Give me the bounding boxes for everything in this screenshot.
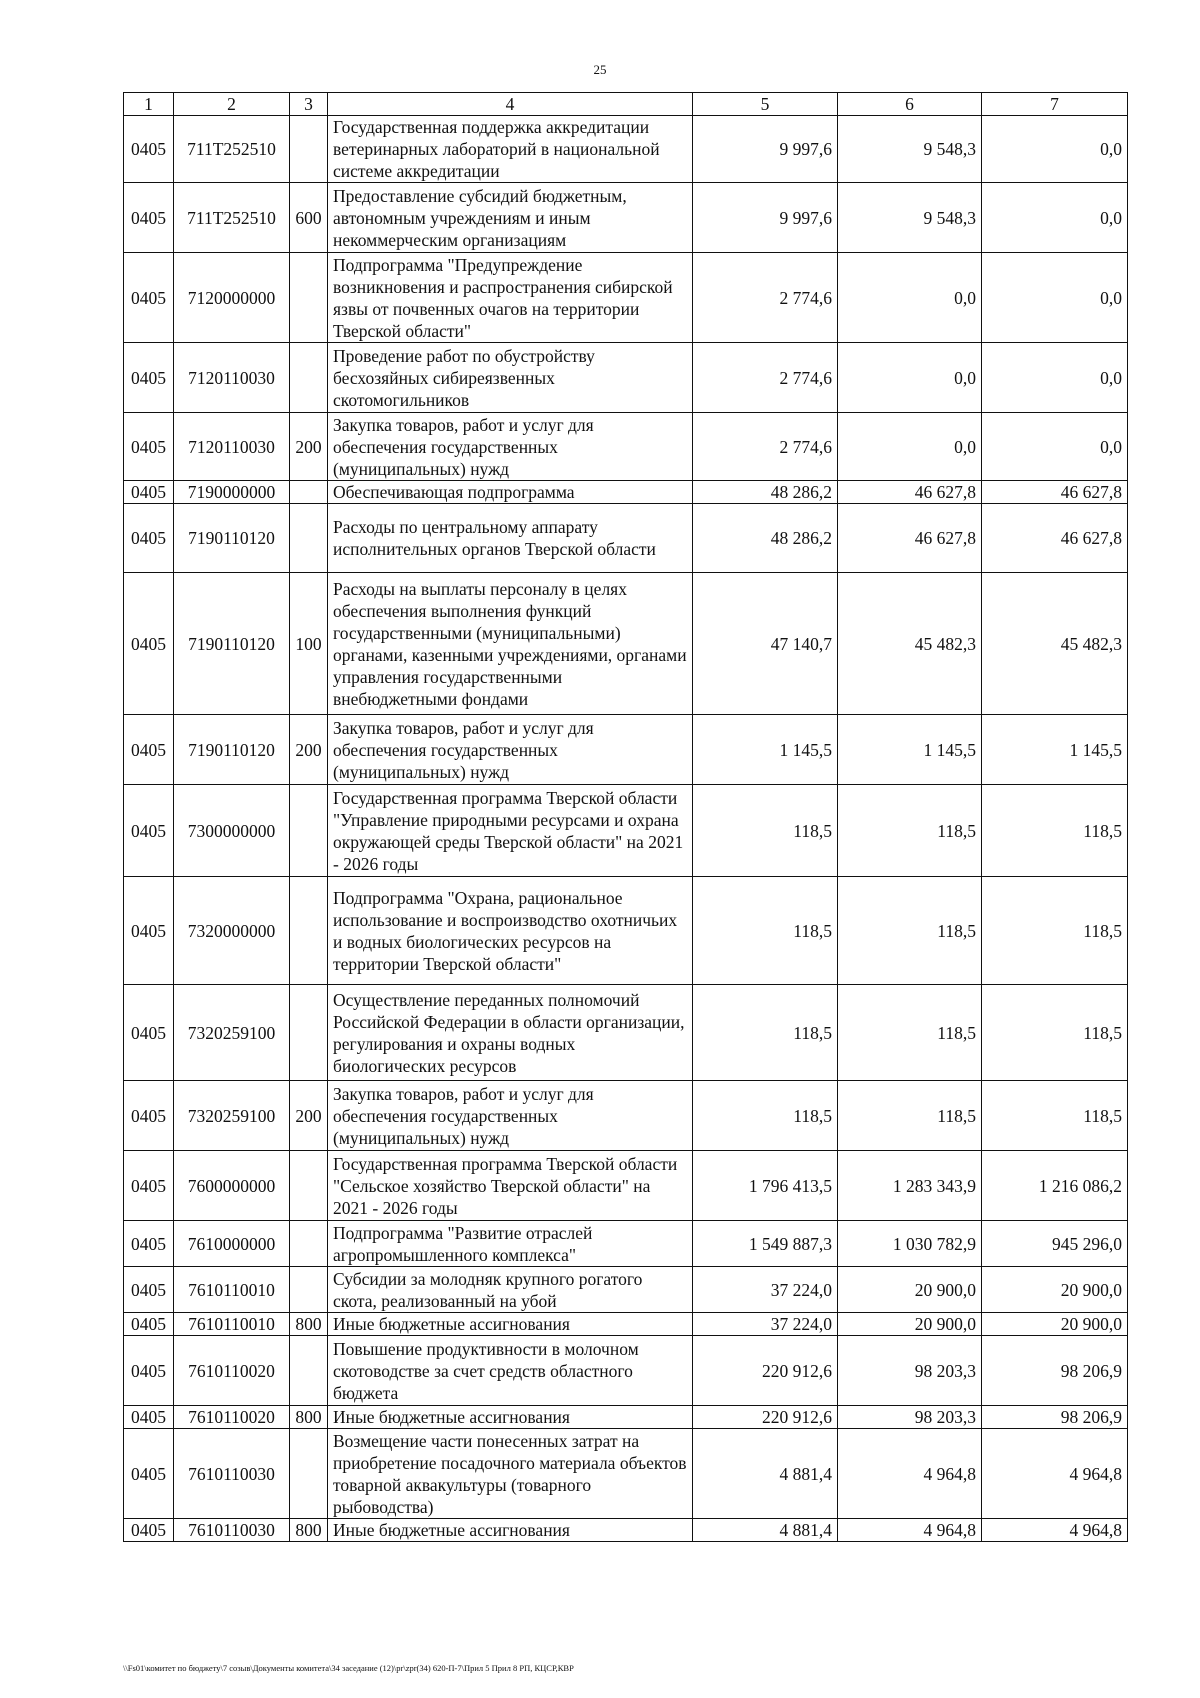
- table-row: [124, 1267, 1128, 1313]
- expense-type-cell: [290, 343, 328, 413]
- value-col6-cell: 1 030 782,9: [838, 1221, 982, 1267]
- section-cell: 0405: [124, 877, 174, 985]
- value-col7-cell: 98 206,9: [982, 1336, 1128, 1406]
- column-header: 7: [982, 93, 1128, 116]
- section-cell: 0405: [124, 1406, 174, 1429]
- value-col7-cell: 0,0: [982, 343, 1128, 413]
- target-code-cell: 711Т252510: [174, 116, 290, 183]
- section-cell: 0405: [124, 481, 174, 504]
- name-cell: Иные бюджетные ассигнования: [328, 1519, 693, 1542]
- expense-type-cell: [290, 1336, 328, 1406]
- value-col5-cell: 48 286,2: [693, 481, 838, 504]
- name-cell: Возмещение части понесенных затрат на приобретение посадочного материала объектов товарной аквакультуры (товарного рыбоводства): [328, 1429, 693, 1519]
- column-header: 4: [328, 93, 693, 116]
- target-code-cell: 7190110120: [174, 504, 290, 573]
- budget-table: [123, 92, 1128, 1542]
- section-cell: 0405: [124, 343, 174, 413]
- value-col6-cell: 118,5: [838, 877, 982, 985]
- value-col7-cell: 4 964,8: [982, 1429, 1128, 1519]
- table-row: [124, 413, 1128, 481]
- target-code-cell: 7320259100: [174, 1081, 290, 1151]
- value-col7-cell: 46 627,8: [982, 504, 1128, 573]
- value-col6-cell: 118,5: [838, 985, 982, 1081]
- target-code-cell: 7610110030: [174, 1429, 290, 1519]
- table-row: [124, 1151, 1128, 1221]
- section-cell: 0405: [124, 413, 174, 481]
- value-col7-cell: 1 145,5: [982, 715, 1128, 785]
- value-col7-cell: 118,5: [982, 985, 1128, 1081]
- table-row: [124, 1406, 1128, 1429]
- column-header: 2: [174, 93, 290, 116]
- target-code-cell: 7610110020: [174, 1336, 290, 1406]
- value-col5-cell: 1 145,5: [693, 715, 838, 785]
- table-row: [124, 1519, 1128, 1542]
- value-col6-cell: 98 203,3: [838, 1406, 982, 1429]
- value-col7-cell: 0,0: [982, 413, 1128, 481]
- expense-type-cell: 200: [290, 413, 328, 481]
- table-row: [124, 785, 1128, 877]
- expense-type-cell: [290, 985, 328, 1081]
- section-cell: 0405: [124, 1221, 174, 1267]
- value-col6-cell: 4 964,8: [838, 1429, 982, 1519]
- value-col5-cell: 9 997,6: [693, 183, 838, 253]
- column-header: 3: [290, 93, 328, 116]
- expense-type-cell: 600: [290, 183, 328, 253]
- target-code-cell: 7190110120: [174, 573, 290, 715]
- expense-type-cell: [290, 1429, 328, 1519]
- expense-type-cell: [290, 504, 328, 573]
- value-col6-cell: 4 964,8: [838, 1519, 982, 1542]
- name-cell: Подпрограмма "Охрана, рациональное использование и воспроизводство охотничьих и водных биологических ресурсов на территории Тверской области": [328, 877, 693, 985]
- value-col6-cell: 98 203,3: [838, 1336, 982, 1406]
- table-row: [124, 1081, 1128, 1151]
- name-cell: Иные бюджетные ассигнования: [328, 1406, 693, 1429]
- name-cell: Государственная поддержка аккредитации ветеринарных лабораторий в национальной системе аккредитации: [328, 116, 693, 183]
- name-cell: Государственная программа Тверской области "Сельское хозяйство Тверской области" на 2021 - 2026 годы: [328, 1151, 693, 1221]
- name-cell: Субсидии за молодняк крупного рогатого скота, реализованный на убой: [328, 1267, 693, 1313]
- expense-type-cell: 200: [290, 1081, 328, 1151]
- value-col7-cell: 20 900,0: [982, 1267, 1128, 1313]
- table-row: [124, 253, 1128, 343]
- table-row: [124, 573, 1128, 715]
- table-row: [124, 715, 1128, 785]
- table-row: [124, 116, 1128, 183]
- footer-file-path: \\Fs01\комитет по бюджету\7 созыв\Документы комитета\34 заседание (12)\pr\zpr(34) 620-П-7\Прил 5 Прил 8 РП, КЦСР,КВР: [123, 1663, 574, 1673]
- target-code-cell: 7600000000: [174, 1151, 290, 1221]
- target-code-cell: 7610110010: [174, 1267, 290, 1313]
- table-row: [124, 1429, 1128, 1519]
- target-code-cell: 7610110010: [174, 1313, 290, 1336]
- table-row: [124, 985, 1128, 1081]
- section-cell: 0405: [124, 785, 174, 877]
- value-col7-cell: 20 900,0: [982, 1313, 1128, 1336]
- expense-type-cell: [290, 1267, 328, 1313]
- value-col5-cell: 1 796 413,5: [693, 1151, 838, 1221]
- value-col5-cell: 1 549 887,3: [693, 1221, 838, 1267]
- value-col7-cell: 1 216 086,2: [982, 1151, 1128, 1221]
- target-code-cell: 7320000000: [174, 877, 290, 985]
- value-col7-cell: 45 482,3: [982, 573, 1128, 715]
- expense-type-cell: [290, 877, 328, 985]
- value-col6-cell: 9 548,3: [838, 116, 982, 183]
- value-col5-cell: 118,5: [693, 877, 838, 985]
- value-col7-cell: 46 627,8: [982, 481, 1128, 504]
- value-col7-cell: 4 964,8: [982, 1519, 1128, 1542]
- name-cell: Расходы на выплаты персоналу в целях обеспечения выполнения функций государственными (муниципальными) органами, казенными учреждениями, органами управления государственными внебюджетными фондами: [328, 573, 693, 715]
- expense-type-cell: [290, 481, 328, 504]
- value-col6-cell: 45 482,3: [838, 573, 982, 715]
- value-col5-cell: 4 881,4: [693, 1519, 838, 1542]
- column-header: 5: [693, 93, 838, 116]
- table-row: [124, 481, 1128, 504]
- section-cell: 0405: [124, 1267, 174, 1313]
- value-col7-cell: 118,5: [982, 877, 1128, 985]
- table-row: [124, 183, 1128, 253]
- target-code-cell: 7320259100: [174, 985, 290, 1081]
- value-col6-cell: 1 283 343,9: [838, 1151, 982, 1221]
- value-col5-cell: 118,5: [693, 785, 838, 877]
- section-cell: 0405: [124, 1336, 174, 1406]
- value-col6-cell: 118,5: [838, 785, 982, 877]
- name-cell: Закупка товаров, работ и услуг для обеспечения государственных (муниципальных) нужд: [328, 715, 693, 785]
- target-code-cell: 7610110020: [174, 1406, 290, 1429]
- section-cell: 0405: [124, 1429, 174, 1519]
- target-code-cell: 7120110030: [174, 343, 290, 413]
- value-col7-cell: 98 206,9: [982, 1406, 1128, 1429]
- value-col5-cell: 4 881,4: [693, 1429, 838, 1519]
- value-col5-cell: 9 997,6: [693, 116, 838, 183]
- value-col6-cell: 9 548,3: [838, 183, 982, 253]
- value-col5-cell: 220 912,6: [693, 1406, 838, 1429]
- name-cell: Подпрограмма "Предупреждение возникновения и распространения сибирской язвы от почвенных очагов на территории Тверской области": [328, 253, 693, 343]
- section-cell: 0405: [124, 183, 174, 253]
- table-body: [124, 116, 1128, 1542]
- page-number: 25: [593, 62, 607, 77]
- expense-type-cell: 800: [290, 1313, 328, 1336]
- value-col7-cell: 0,0: [982, 253, 1128, 343]
- value-col6-cell: 0,0: [838, 343, 982, 413]
- value-col5-cell: 37 224,0: [693, 1313, 838, 1336]
- target-code-cell: 7190000000: [174, 481, 290, 504]
- column-header: 1: [124, 93, 174, 116]
- value-col5-cell: 2 774,6: [693, 413, 838, 481]
- value-col7-cell: 118,5: [982, 785, 1128, 877]
- name-cell: Подпрограмма "Развитие отраслей агропромышленного комплекса": [328, 1221, 693, 1267]
- value-col5-cell: 2 774,6: [693, 253, 838, 343]
- target-code-cell: 7120000000: [174, 253, 290, 343]
- value-col5-cell: 47 140,7: [693, 573, 838, 715]
- value-col6-cell: 46 627,8: [838, 504, 982, 573]
- expense-type-cell: 800: [290, 1406, 328, 1429]
- value-col6-cell: 20 900,0: [838, 1313, 982, 1336]
- value-col6-cell: 20 900,0: [838, 1267, 982, 1313]
- target-code-cell: 7190110120: [174, 715, 290, 785]
- value-col6-cell: 46 627,8: [838, 481, 982, 504]
- table-row: [124, 1313, 1128, 1336]
- target-code-cell: 7300000000: [174, 785, 290, 877]
- name-cell: Государственная программа Тверской области "Управление природными ресурсами и охрана окружающей среды Тверской области" на 2021 - 2026 годы: [328, 785, 693, 877]
- expense-type-cell: 100: [290, 573, 328, 715]
- expense-type-cell: [290, 1151, 328, 1221]
- name-cell: Повышение продуктивности в молочном скотоводстве за счет средств областного бюджета: [328, 1336, 693, 1406]
- section-cell: 0405: [124, 253, 174, 343]
- name-cell: Проведение работ по обустройству бесхозяйных сибиреязвенных скотомогильников: [328, 343, 693, 413]
- target-code-cell: 7610110030: [174, 1519, 290, 1542]
- expense-type-cell: [290, 785, 328, 877]
- section-cell: 0405: [124, 1313, 174, 1336]
- value-col5-cell: 118,5: [693, 985, 838, 1081]
- name-cell: Закупка товаров, работ и услуг для обеспечения государственных (муниципальных) нужд: [328, 413, 693, 481]
- value-col7-cell: 0,0: [982, 116, 1128, 183]
- section-cell: 0405: [124, 1081, 174, 1151]
- name-cell: Расходы по центральному аппарату исполнительных органов Тверской области: [328, 504, 693, 573]
- expense-type-cell: [290, 253, 328, 343]
- name-cell: Иные бюджетные ассигнования: [328, 1313, 693, 1336]
- name-cell: Обеспечивающая подпрограмма: [328, 481, 693, 504]
- value-col7-cell: 118,5: [982, 1081, 1128, 1151]
- expense-type-cell: [290, 1221, 328, 1267]
- value-col5-cell: 118,5: [693, 1081, 838, 1151]
- target-code-cell: 7610000000: [174, 1221, 290, 1267]
- value-col5-cell: 2 774,6: [693, 343, 838, 413]
- value-col6-cell: 0,0: [838, 413, 982, 481]
- column-header: 6: [838, 93, 982, 116]
- section-cell: 0405: [124, 504, 174, 573]
- name-cell: Осуществление переданных полномочий Российской Федерации в области организации, регулирования и охраны водных биологических ресурсов: [328, 985, 693, 1081]
- table-row: [124, 1221, 1128, 1267]
- section-cell: 0405: [124, 1519, 174, 1542]
- section-cell: 0405: [124, 715, 174, 785]
- section-cell: 0405: [124, 985, 174, 1081]
- value-col5-cell: 220 912,6: [693, 1336, 838, 1406]
- table-row: [124, 1336, 1128, 1406]
- target-code-cell: 711Т252510: [174, 183, 290, 253]
- section-cell: 0405: [124, 116, 174, 183]
- section-cell: 0405: [124, 1151, 174, 1221]
- name-cell: Предоставление субсидий бюджетным, автономным учреждениям и иным некоммерческим организациям: [328, 183, 693, 253]
- target-code-cell: 7120110030: [174, 413, 290, 481]
- value-col5-cell: 48 286,2: [693, 504, 838, 573]
- expense-type-cell: 800: [290, 1519, 328, 1542]
- value-col7-cell: 945 296,0: [982, 1221, 1128, 1267]
- value-col5-cell: 37 224,0: [693, 1267, 838, 1313]
- value-col6-cell: 1 145,5: [838, 715, 982, 785]
- section-cell: 0405: [124, 573, 174, 715]
- value-col6-cell: 118,5: [838, 1081, 982, 1151]
- value-col7-cell: 0,0: [982, 183, 1128, 253]
- name-cell: Закупка товаров, работ и услуг для обеспечения государственных (муниципальных) нужд: [328, 1081, 693, 1151]
- table-header-row: [124, 93, 1128, 116]
- value-col6-cell: 0,0: [838, 253, 982, 343]
- expense-type-cell: [290, 116, 328, 183]
- expense-type-cell: 200: [290, 715, 328, 785]
- table-row: [124, 343, 1128, 413]
- table-row: [124, 877, 1128, 985]
- table-row: [124, 504, 1128, 573]
